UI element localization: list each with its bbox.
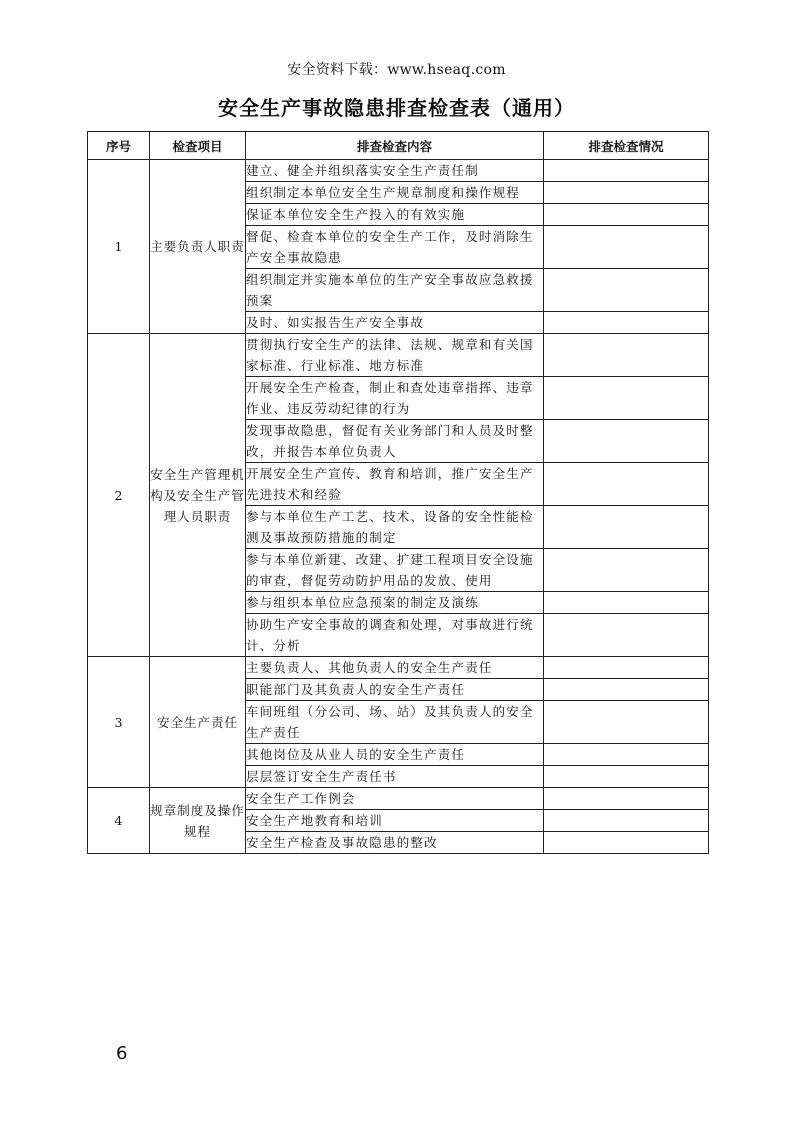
check-status-cell[interactable] bbox=[544, 160, 709, 182]
inspection-table bbox=[87, 131, 709, 854]
check-status-cell[interactable] bbox=[544, 766, 709, 788]
check-content: 开展安全生产宣传、教育和培训，推广安全生产先进技术和经验 bbox=[246, 463, 544, 506]
check-status-cell[interactable] bbox=[544, 614, 709, 657]
group-check-item: 主要负责人职责 bbox=[150, 160, 246, 334]
check-content: 发现事故隐患，督促有关业务部门和人员及时整改，并报告本单位负责人 bbox=[246, 420, 544, 463]
group-number: 2 bbox=[88, 334, 150, 657]
check-content: 督促、检查本单位的安全生产工作，及时消除生产安全事故隐患 bbox=[246, 226, 544, 269]
group-check-item: 安全生产管理机构及安全生产管理人员职责 bbox=[150, 334, 246, 657]
column-header-item: 检查项目 bbox=[150, 132, 246, 160]
check-status-cell[interactable] bbox=[544, 420, 709, 463]
check-status-cell[interactable] bbox=[544, 506, 709, 549]
group-check-item: 规章制度及操作规程 bbox=[150, 788, 246, 854]
column-header-content: 排查检查内容 bbox=[246, 132, 544, 160]
page-number: 6 bbox=[116, 1043, 128, 1064]
check-status-cell[interactable] bbox=[544, 269, 709, 312]
check-content: 安全生产地教育和培训 bbox=[246, 810, 544, 832]
check-content: 保证本单位安全生产投入的有效实施 bbox=[246, 204, 544, 226]
check-status-cell[interactable] bbox=[544, 312, 709, 334]
table-row bbox=[88, 657, 709, 679]
check-status-cell[interactable] bbox=[544, 182, 709, 204]
table-row bbox=[88, 788, 709, 810]
check-status-cell[interactable] bbox=[544, 679, 709, 701]
check-content: 安全生产工作例会 bbox=[246, 788, 544, 810]
group-check-item: 安全生产责任 bbox=[150, 657, 246, 788]
check-status-cell[interactable] bbox=[544, 334, 709, 377]
group-number: 4 bbox=[88, 788, 150, 854]
check-status-cell[interactable] bbox=[544, 701, 709, 744]
check-content: 主要负责人、其他负责人的安全生产责任 bbox=[246, 657, 544, 679]
check-content: 组织制定本单位安全生产规章制度和操作规程 bbox=[246, 182, 544, 204]
check-status-cell[interactable] bbox=[544, 810, 709, 832]
table-header-row bbox=[88, 132, 709, 160]
check-status-cell[interactable] bbox=[544, 832, 709, 854]
check-status-cell[interactable] bbox=[544, 788, 709, 810]
column-header-number: 序号 bbox=[88, 132, 150, 160]
check-content: 职能部门及其负责人的安全生产责任 bbox=[246, 679, 544, 701]
column-header-status: 排查检查情况 bbox=[544, 132, 709, 160]
check-content: 参与组织本单位应急预案的制定及演练 bbox=[246, 592, 544, 614]
check-status-cell[interactable] bbox=[544, 463, 709, 506]
check-status-cell[interactable] bbox=[544, 226, 709, 269]
group-number: 1 bbox=[88, 160, 150, 334]
check-content: 参与本单位新建、改建、扩建工程项目安全设施的审查，督促劳动防护用品的发放、使用 bbox=[246, 549, 544, 592]
table-row bbox=[88, 160, 709, 182]
check-status-cell[interactable] bbox=[544, 592, 709, 614]
check-content: 其他岗位及从业人员的安全生产责任 bbox=[246, 744, 544, 766]
page-title: 安全生产事故隐患排查检查表（通用） bbox=[218, 96, 575, 120]
check-content: 组织制定并实施本单位的生产安全事故应急救援预案 bbox=[246, 269, 544, 312]
check-content: 贯彻执行安全生产的法律、法规、规章和有关国家标准、行业标准、地方标准 bbox=[246, 334, 544, 377]
group-number: 3 bbox=[88, 657, 150, 788]
check-status-cell[interactable] bbox=[544, 744, 709, 766]
site-download-line: 安全资料下载：www.hseaq.com bbox=[287, 62, 506, 78]
check-status-cell[interactable] bbox=[544, 549, 709, 592]
check-status-cell[interactable] bbox=[544, 204, 709, 226]
check-content: 建立、健全并组织落实安全生产责任制 bbox=[246, 160, 544, 182]
check-status-cell[interactable] bbox=[544, 657, 709, 679]
check-content: 参与本单位生产工艺、技术、设备的安全性能检测及事故预防措施的制定 bbox=[246, 506, 544, 549]
check-content: 车间班组（分公司、场、站）及其负责人的安全生产责任 bbox=[246, 701, 544, 744]
check-status-cell[interactable] bbox=[544, 377, 709, 420]
check-content: 安全生产检查及事故隐患的整改 bbox=[246, 832, 544, 854]
check-content: 开展安全生产检查，制止和查处违章指挥、违章作业、违反劳动纪律的行为 bbox=[246, 377, 544, 420]
check-content: 及时、如实报告生产安全事故 bbox=[246, 312, 544, 334]
check-content: 层层签订安全生产责任书 bbox=[246, 766, 544, 788]
table-row bbox=[88, 334, 709, 377]
check-content: 协助生产安全事故的调查和处理，对事故进行统计、分析 bbox=[246, 614, 544, 657]
